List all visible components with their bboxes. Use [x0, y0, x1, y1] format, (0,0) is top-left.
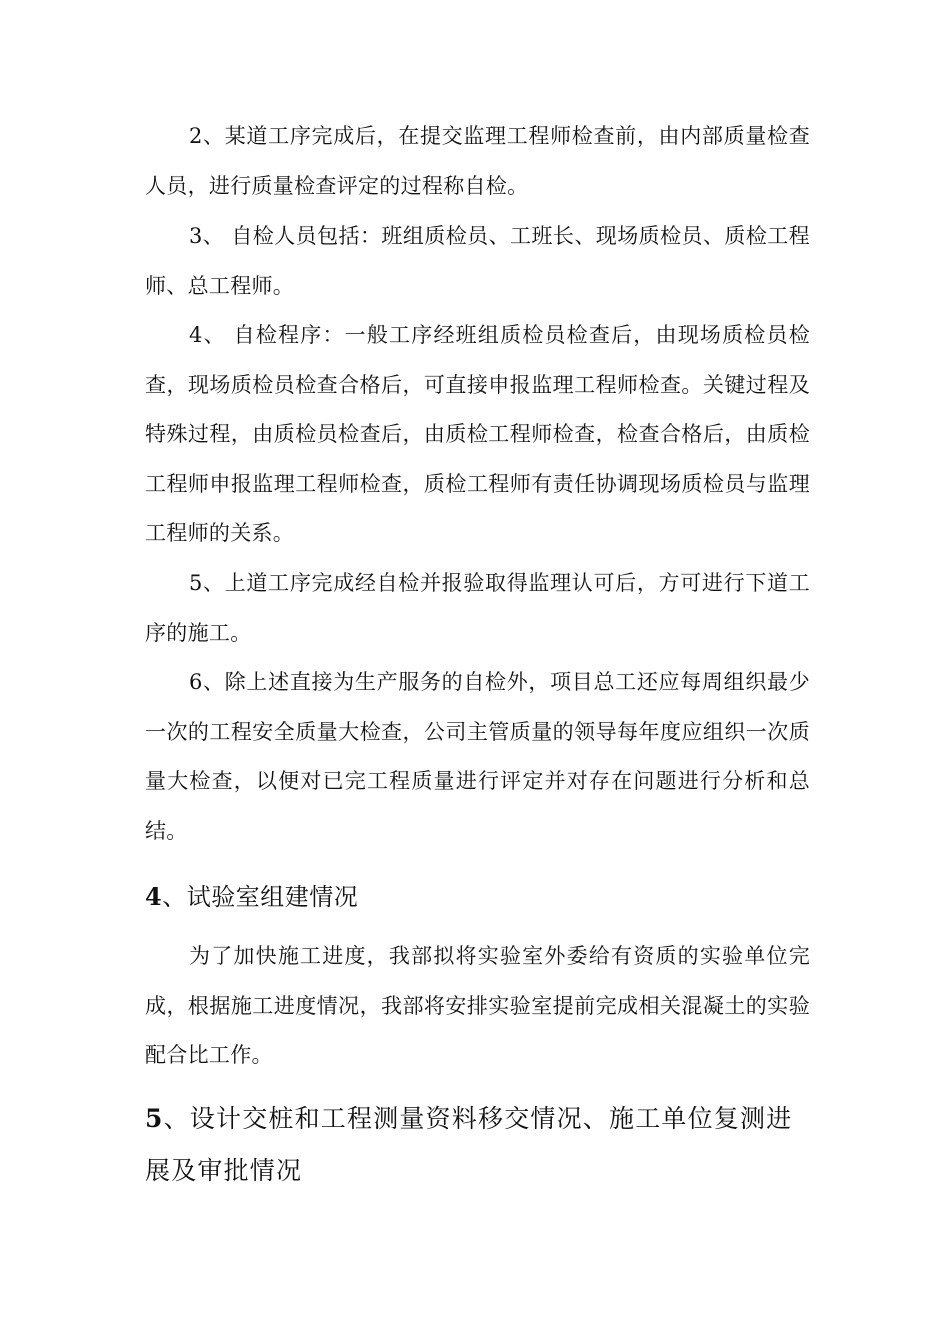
item-5-paragraph: 5、上道工序完成经自检并报验取得监理认可后，方可进行下道工序的施工。	[145, 571, 810, 645]
section-4-number: 4	[145, 882, 163, 911]
item-6-paragraph: 6、除上述直接为生产服务的自检外，项目总工还应每周组织最少一次的工程安全质量大检查，公司主管质量的领导每年度应组织一次质量大检查，以便对已完工程质量进行评定并对存在问题进行分析和总结。	[145, 670, 810, 843]
section-4-heading	[145, 872, 810, 922]
section-5-heading	[145, 1093, 810, 1197]
section-5-title: 、设计交桩和工程测量资料移交情况、施工单位复测进展及审批情况	[145, 1104, 793, 1185]
section-5-number: 5	[145, 1104, 164, 1133]
item-3-paragraph: 3、 自检人员包括：班组质检员、工班长、现场质检员、质检工程师、总工程师。	[145, 224, 810, 298]
section-4-body: 为了加快施工进度，我部拟将实验室外委给有资质的实验单位完成，根据施工进度情况，我部将安排实验室提前完成相关混凝土的实验配合比工作。	[145, 944, 810, 1067]
item-2-paragraph: 2、某道工序完成后，在提交监理工程师检查前，由内部质量检查人员，进行质量检查评定的过程称自检。	[145, 124, 810, 198]
section-4-title: 、试验室组建情况	[162, 883, 359, 911]
item-4-paragraph: 4、 自检程序：一般工序经班组质检员检查后，由现场质检员检查，现场质检员检查合格后，可直接申报监理工程师检查。关键过程及特殊过程，由质检员检查后，由质检工程师检查，检查合格后，由质检工程师申报监理工程师检查，质检工程师有责任协调现场质检员与监理工程师的关系。	[145, 323, 810, 545]
